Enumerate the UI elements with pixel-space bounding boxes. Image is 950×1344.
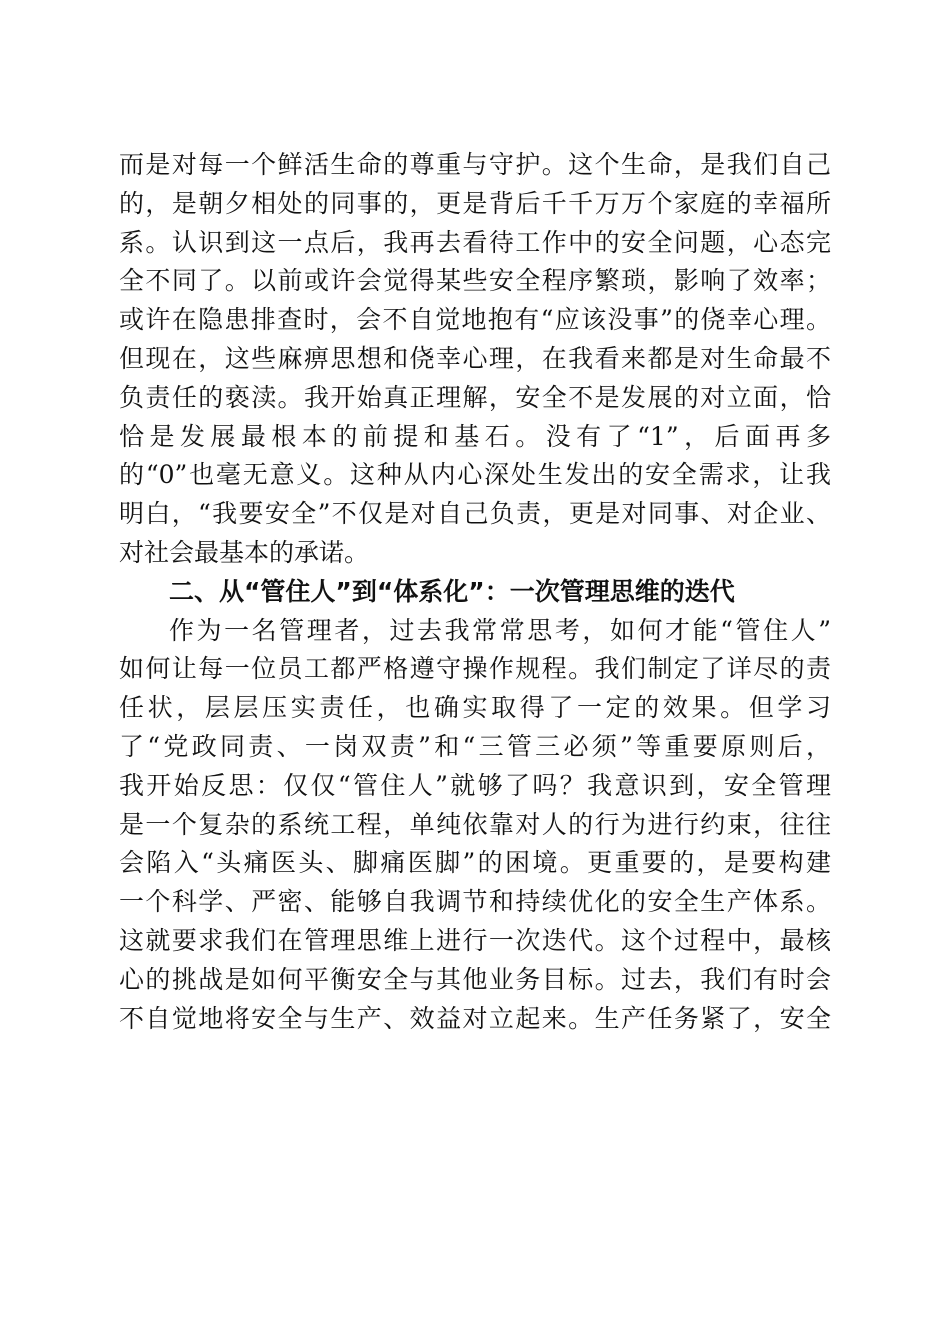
text-line: 而是对每一个鲜活生命的尊重与守护。这个生命，是我们自己 [119, 150, 831, 179]
text-line: 但现在，这些麻痹思想和侥幸心理，在我看来都是对生命最不 [119, 343, 831, 373]
text-line: 不自觉地将安全与生产、效益对立起来。生产任务紧了，安全 [119, 1003, 831, 1033]
text-line: 的，是朝夕相处的同事的，更是背后千千万万个家庭的幸福所 [119, 188, 831, 218]
paragraph-2 [119, 612, 831, 1039]
text-line: 负责任的亵渎。我开始真正理解，安全不是发展的对立面，恰 [119, 382, 831, 412]
text-line: 或许在隐患排查时，会不自觉地抱有“应该没事”的侥幸心理。 [119, 305, 831, 335]
text-line: 任状，层层压实责任，也确实取得了一定的效果。但学习 [119, 693, 831, 723]
text-line: 了“党政同责、一岗双责”和“三管三必须”等重要原则后， [119, 731, 831, 761]
text-line: 是一个复杂的系统工程，单纯依靠对人的行为进行约束，往往 [119, 809, 831, 839]
text-line: 一个科学、严密、能够自我调节和持续优化的安全生产体系。 [119, 887, 831, 917]
document-body [119, 146, 831, 1038]
text-line: 我开始反思：仅仅“管住人”就够了吗？我意识到，安全管理 [119, 770, 831, 800]
text-line: 系。认识到这一点后，我再去看待工作中的安全问题，心态完 [119, 227, 831, 257]
text-line: 心的挑战是如何平衡安全与其他业务目标。过去，我们有时会 [119, 964, 831, 994]
text-line: 恰是发展最根本的前提和基石。没有了“1”，后面再多 [119, 421, 831, 451]
text-line: 会陷入“头痛医头、脚痛医脚”的困境。更重要的，是要构建 [119, 848, 831, 878]
section-heading: 二、从“管住人”到“体系化”：一次管理思维的迭代 [169, 576, 735, 606]
text-line: 的“0”也毫无意义。这种从内心深处生发出的安全需求，让我 [119, 460, 831, 490]
paragraph-1 [119, 146, 831, 573]
text-line: 明白，“我要安全”不仅是对自己负责，更是对同事、对企业、 [119, 499, 831, 529]
text-line: 作为一名管理者，过去我常常思考，如何才能“管住人” [169, 615, 831, 645]
text-line: 对社会最基本的承诺。 [119, 537, 370, 567]
text-line: 这就要求我们在管理思维上进行一次迭代。这个过程中，最核 [119, 925, 831, 955]
text-line: 如何让每一位员工都严格遵守操作规程。我们制定了详尽的责 [119, 654, 831, 684]
text-line: 全不同了。以前或许会觉得某些安全程序繁琐，影响了效率； [119, 266, 831, 296]
